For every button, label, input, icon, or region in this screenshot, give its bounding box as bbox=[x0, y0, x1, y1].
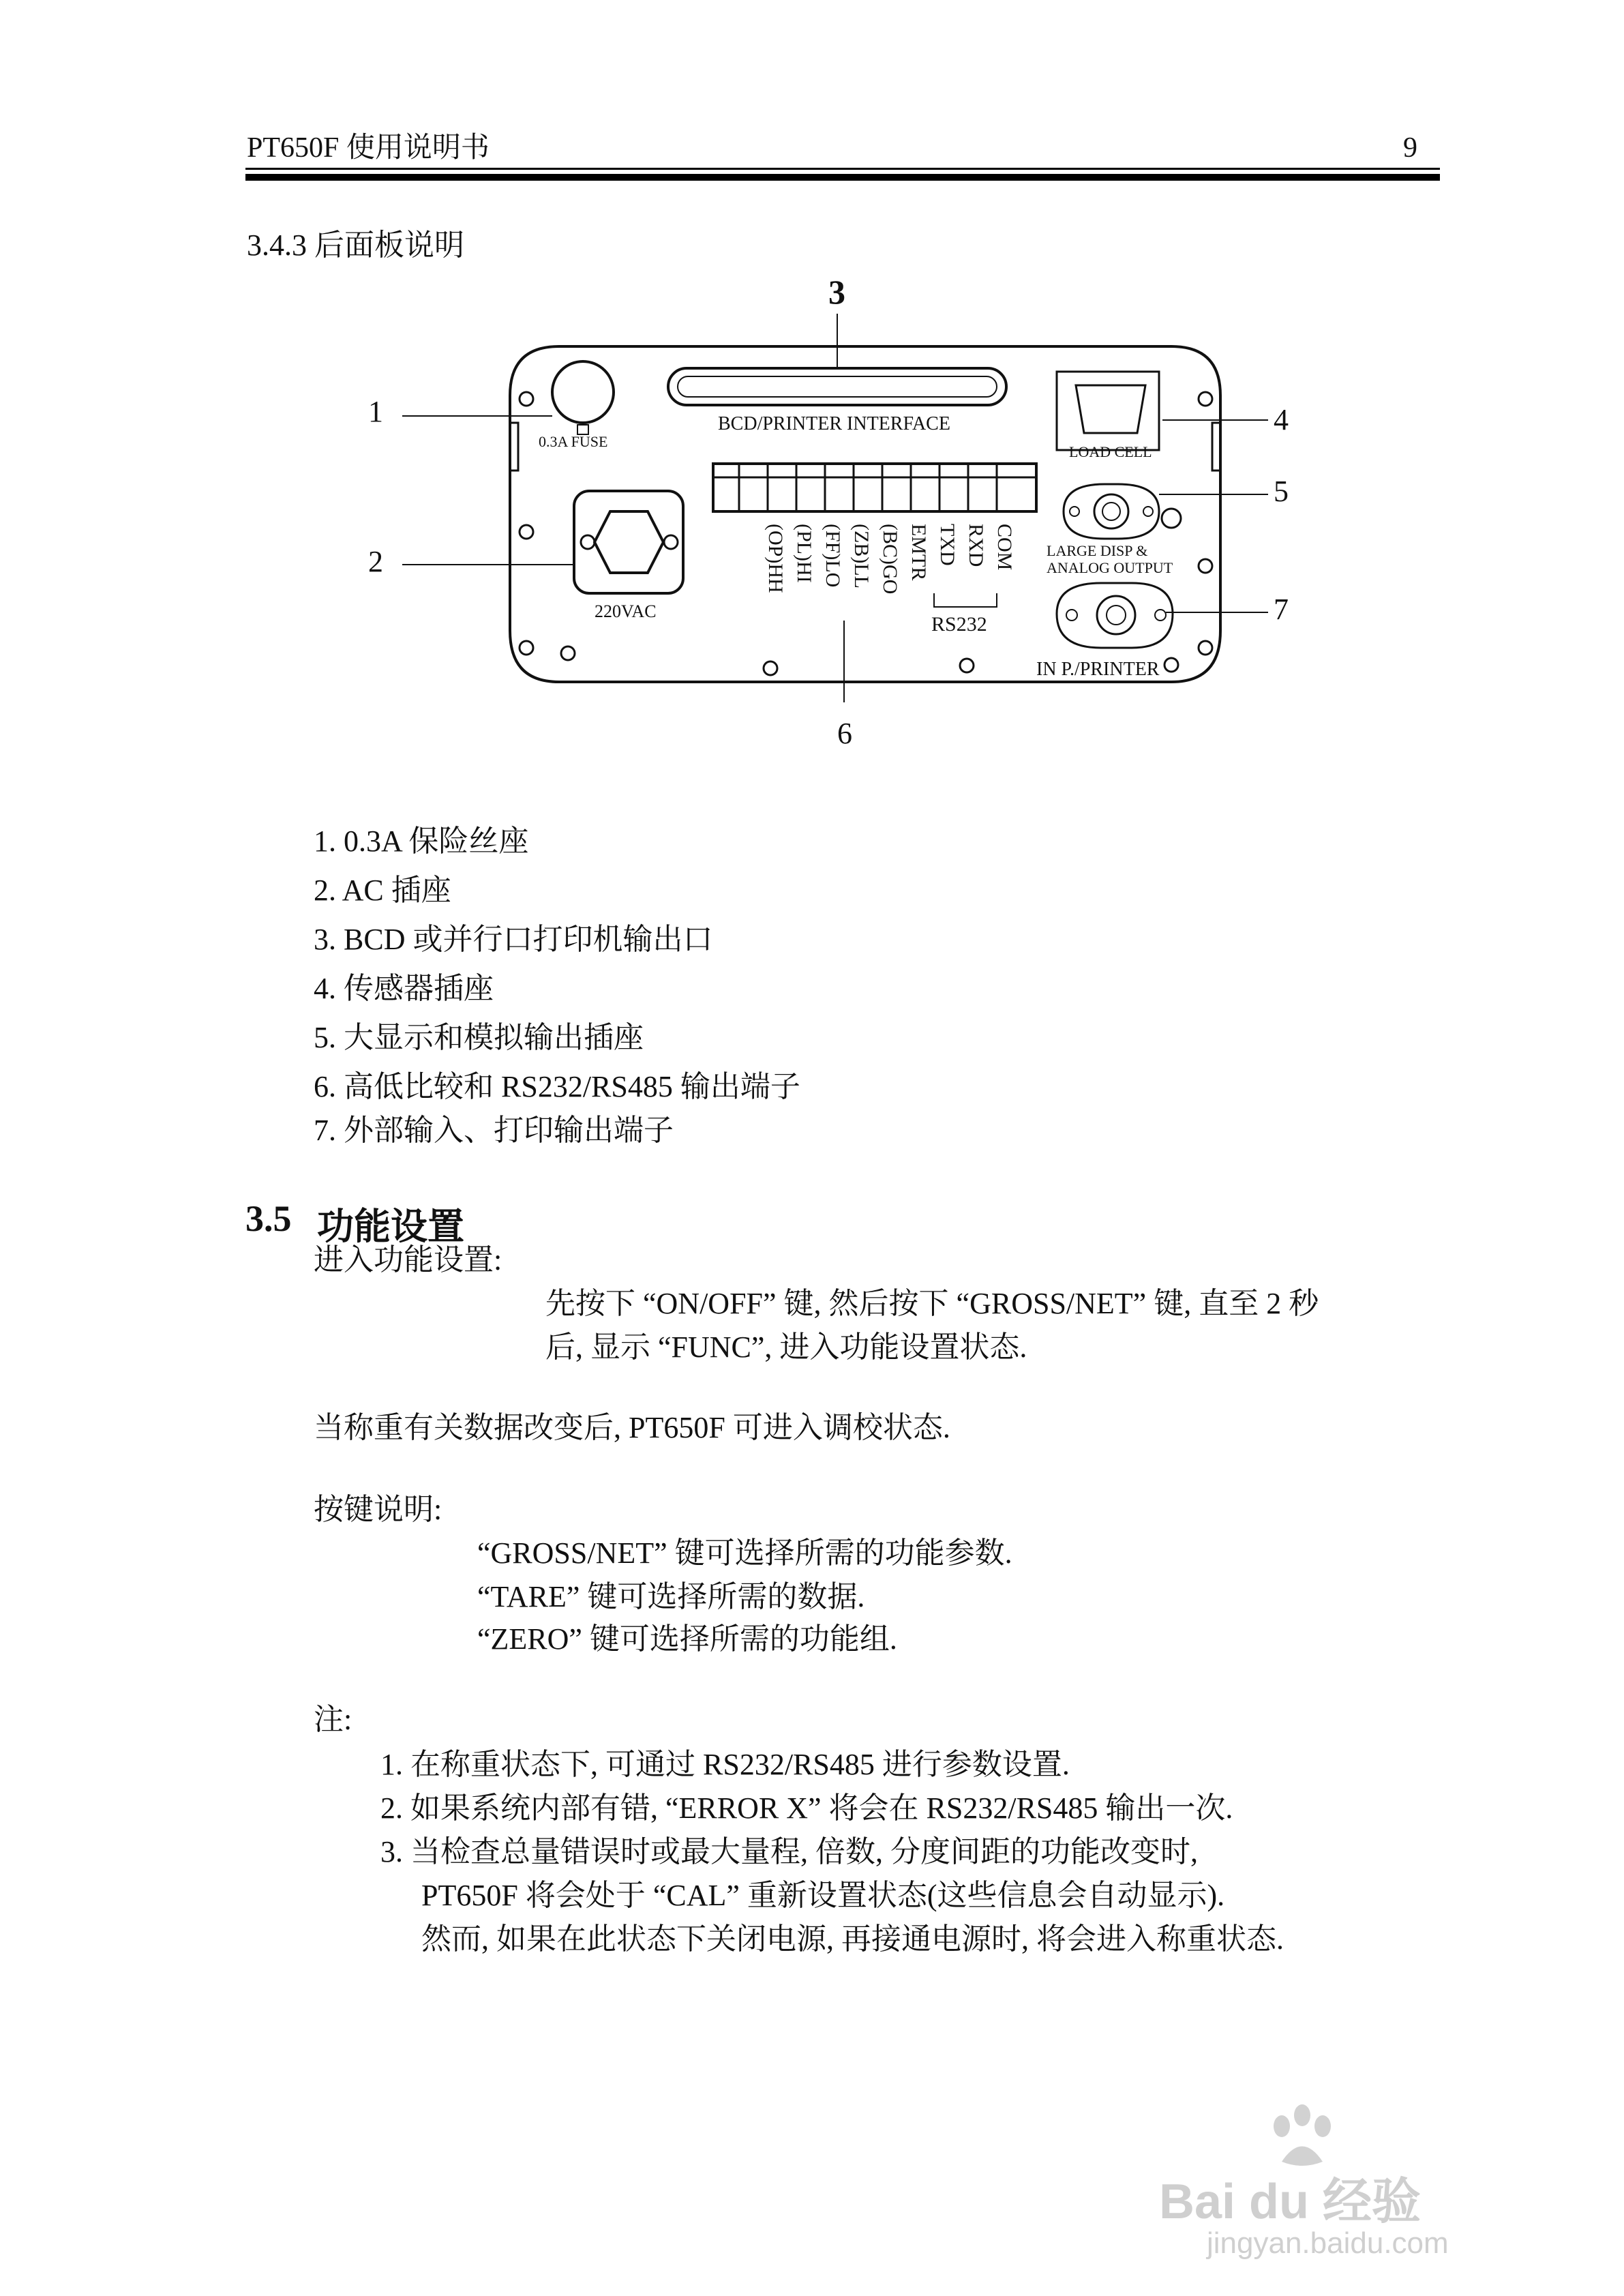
legend-item: 6. 高低比较和 RS232/RS485 输出端子 bbox=[314, 1070, 800, 1103]
large-disp-socket bbox=[1064, 484, 1159, 539]
callout-1: 1 bbox=[368, 395, 383, 428]
callout-4: 4 bbox=[1274, 403, 1289, 436]
enter-line-1: 先按下 “ON/OFF” 键, 然后按下 “GROSS/NET” 键, 直至 2 秒 bbox=[545, 1287, 1319, 1320]
rs232-label: RS232 bbox=[931, 613, 987, 636]
enter-line-2: 后, 显示 “FUNC”, 进入功能设置状态. bbox=[545, 1330, 1027, 1364]
terminal-label: (ZB)LL bbox=[850, 524, 873, 588]
note-item: 3. 当检查总量错误时或最大量程, 倍数, 分度间距的功能改变时, bbox=[380, 1835, 1198, 1868]
page-number: 9 bbox=[1403, 132, 1417, 164]
load-cell-socket bbox=[1057, 372, 1159, 450]
loadcell-label: LOAD CELL bbox=[1069, 443, 1152, 460]
enter-label: 进入功能设置: bbox=[314, 1243, 502, 1277]
note-item: 1. 在称重状态下, 可通过 RS232/RS485 进行参数设置. bbox=[380, 1748, 1070, 1781]
fuse-label: 0.3A FUSE bbox=[539, 433, 608, 450]
watermark bbox=[1159, 2100, 1541, 2264]
header-rule-thin bbox=[245, 168, 1440, 170]
watermark-brand: Bai du 经验 bbox=[1159, 2175, 1422, 2229]
terminal-label: (BC)GO bbox=[879, 524, 901, 595]
keys-label: 按键说明: bbox=[314, 1493, 442, 1526]
ac-socket bbox=[574, 491, 683, 593]
calibration-note: 当称重有关数据改变后, PT650F 可进入调校状态. bbox=[314, 1411, 950, 1444]
rear-panel-diagram bbox=[0, 266, 1624, 1043]
callout-5: 5 bbox=[1274, 475, 1289, 508]
fuse-holder bbox=[552, 361, 614, 423]
header-title: PT650F 使用说明书 bbox=[247, 132, 490, 164]
callout-3: 3 bbox=[828, 273, 845, 311]
legend-item: 1. 0.3A 保险丝座 bbox=[314, 824, 529, 858]
callout-6: 6 bbox=[837, 717, 852, 750]
legend-item: 3. BCD 或并行口打印机输出口 bbox=[314, 923, 713, 956]
section-heading-343: 3.4.3 后面板说明 bbox=[247, 228, 464, 262]
callout-7: 7 bbox=[1274, 593, 1289, 626]
bcd-printer-port bbox=[668, 368, 1006, 405]
key-description: “TARE” 键可选择所需的数据. bbox=[477, 1580, 865, 1613]
large-disp-label-1: LARGE DISP & bbox=[1047, 542, 1148, 559]
in-printer-label: IN P./PRINTER bbox=[1036, 659, 1160, 680]
key-description: “GROSS/NET” 键可选择所需的功能参数. bbox=[477, 1536, 1012, 1570]
note-item: 2. 如果系统内部有错, “ERROR X” 将会在 RS232/RS485 输出一次. bbox=[380, 1791, 1233, 1825]
terminal-label: (PL)HI bbox=[793, 524, 815, 583]
terminal-label: COM bbox=[993, 524, 1016, 571]
note-3-line-2: PT650F 将会处于 “CAL” 重新设置状态(这些信息会自动显示). bbox=[421, 1879, 1225, 1912]
terminal-label: EMTR bbox=[907, 524, 930, 581]
legend-item: 2. AC 插座 bbox=[314, 874, 451, 907]
legend-item: 4. 传感器插座 bbox=[314, 972, 494, 1005]
note-label: 注: bbox=[314, 1703, 352, 1736]
terminal-label: TXD bbox=[936, 524, 959, 566]
bcd-label: BCD/PRINTER INTERFACE bbox=[718, 413, 950, 434]
terminal-label: (FF)LO bbox=[822, 524, 844, 588]
section-title-35: 功能设置 bbox=[317, 1206, 464, 1247]
terminal-label: RXD bbox=[965, 524, 987, 567]
terminal-block bbox=[713, 464, 1036, 511]
watermark-url: jingyan.baidu.com bbox=[1207, 2226, 1449, 2260]
section-number-35: 3.5 bbox=[245, 1198, 292, 1239]
note-3-line-3: 然而, 如果在此状态下关闭电源, 再接通电源时, 将会进入称重状态. bbox=[421, 1922, 1284, 1956]
terminal-label: (OP)HH bbox=[764, 524, 787, 593]
key-description: “ZERO” 键可选择所需的功能组. bbox=[477, 1622, 897, 1656]
header-rule-thick bbox=[245, 174, 1440, 181]
large-disp-label-2: ANALOG OUTPUT bbox=[1047, 559, 1173, 576]
legend-item: 7. 外部输入、打印输出端子 bbox=[314, 1114, 674, 1147]
ac-label: 220VAC bbox=[595, 601, 657, 621]
legend-item: 5. 大显示和模拟输出插座 bbox=[314, 1021, 644, 1054]
callout-2: 2 bbox=[368, 545, 383, 578]
